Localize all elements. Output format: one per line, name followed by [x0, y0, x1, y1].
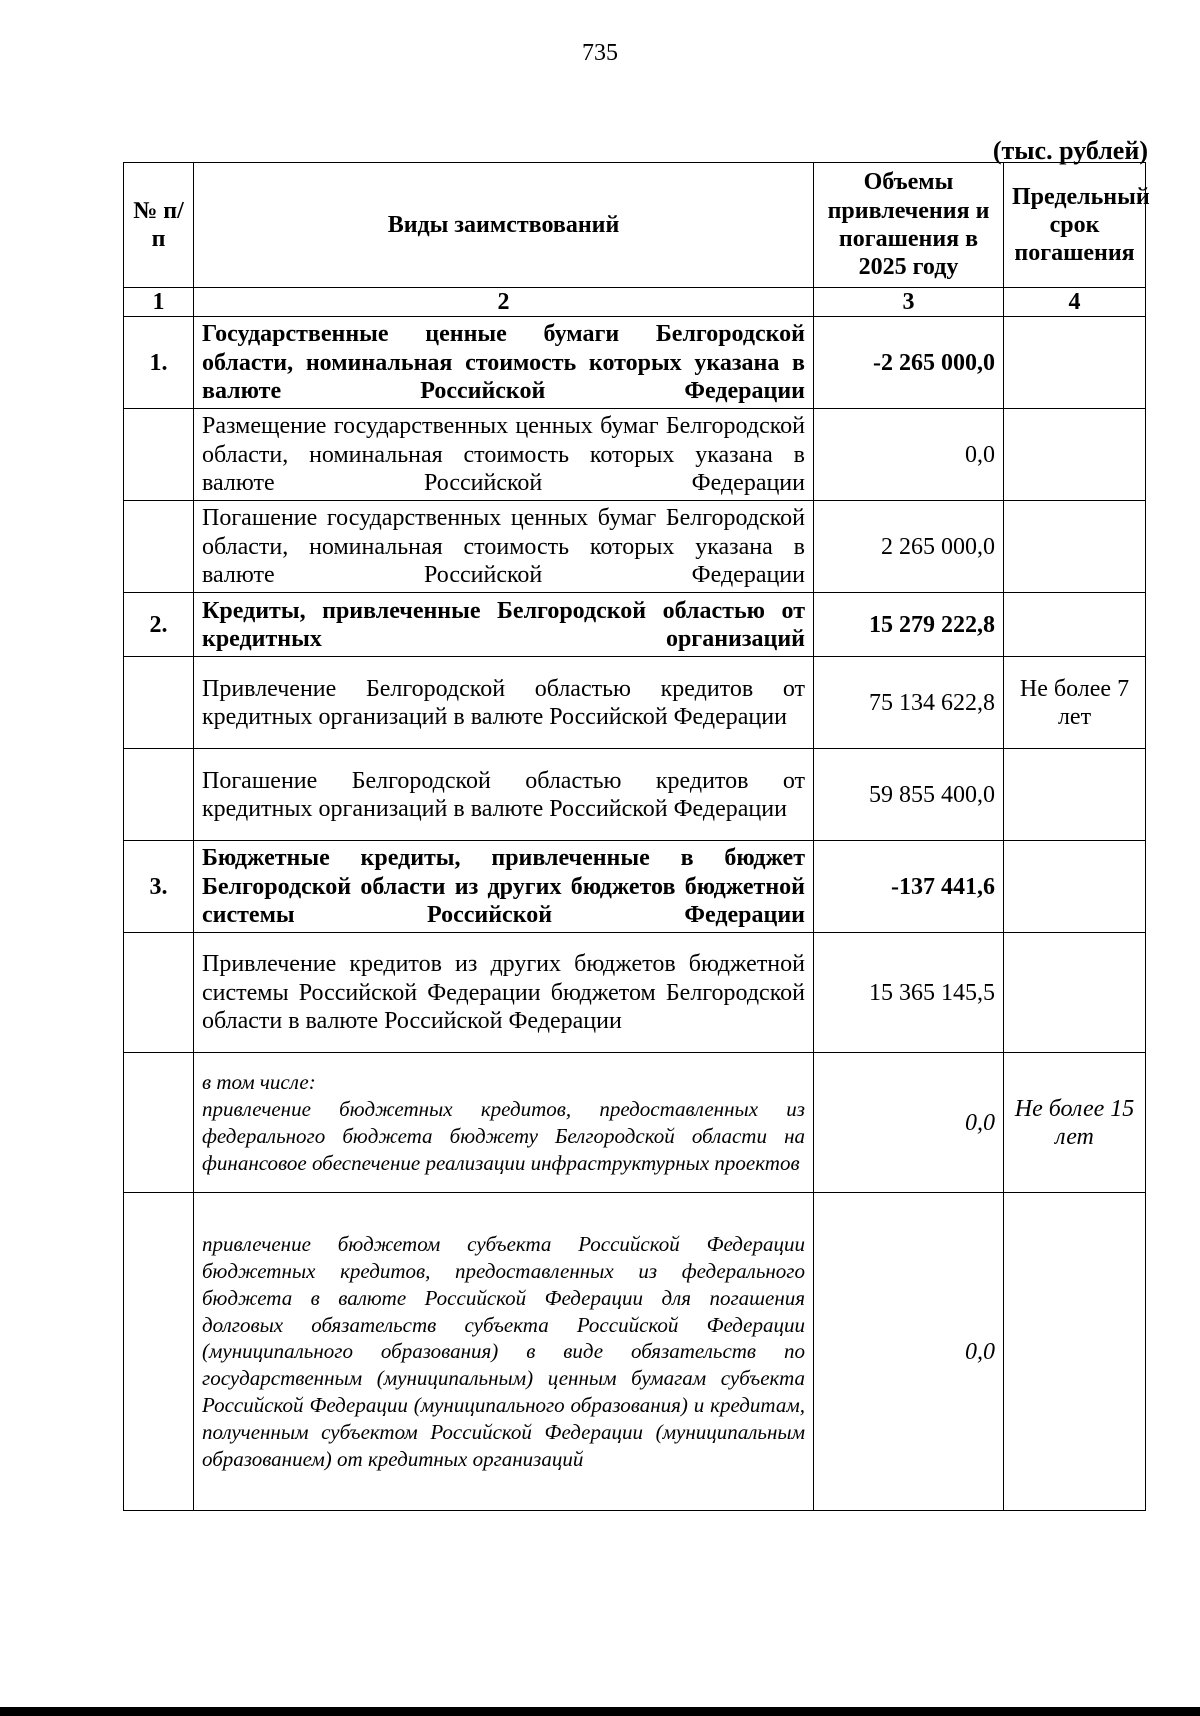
column-index: 4	[1004, 288, 1146, 317]
row-number	[124, 657, 194, 749]
table-row	[124, 657, 1146, 749]
borrowing-term: Не более 15 лет	[1004, 1053, 1146, 1193]
borrowing-term: Не более 7 лет	[1004, 657, 1146, 749]
borrowing-volume: -137 441,6	[814, 841, 1004, 933]
table-row	[124, 317, 1146, 409]
borrowing-volume: 75 134 622,8	[814, 657, 1004, 749]
borrowing-kind: Размещение государственных ценных бумаг Белгородской области, номинальная стоимость которых указана в валюте Российской Федерации	[194, 409, 814, 501]
row-number	[124, 501, 194, 593]
borrowing-term	[1004, 841, 1146, 933]
borrowing-volume: 0,0	[814, 1193, 1004, 1511]
borrowing-term	[1004, 501, 1146, 593]
borrowing-term	[1004, 749, 1146, 841]
row-number	[124, 933, 194, 1053]
row-number: 1.	[124, 317, 194, 409]
borrowing-term	[1004, 593, 1146, 657]
header-volume: Объемы привлечения и погашения в 2025 году	[814, 163, 1004, 288]
borrowing-kind: Бюджетные кредиты, привлеченные в бюджет Белгородской области из других бюджетов бюджетной системы Российской Федерации	[194, 841, 814, 933]
table-row	[124, 841, 1146, 933]
scan-edge-bar	[0, 1707, 1200, 1716]
borrowing-volume: 0,0	[814, 409, 1004, 501]
borrowing-term	[1004, 317, 1146, 409]
table-header-row	[124, 163, 1146, 288]
borrowing-kind: привлечение бюджетом субъекта Российской Федерации бюджетных кредитов, предоставленных из федерального бюджета в валюте Российской Федерации для погашения долговых обязательств субъекта Российской Федерации (муниципального образования) в виде обязательств по государственным (муниципальным) ценным бумагам субъекта Российской Федерации (муниципального образования) и кредитам, полученным субъектом Российской Федерации (муниципальным образованием) от кредитных организаций	[194, 1193, 814, 1511]
table-row	[124, 1053, 1146, 1193]
borrowing-kind: Привлечение Белгородской областью кредитов от кредитных организаций в валюте Российской Федерации	[194, 657, 814, 749]
borrowing-volume: 59 855 400,0	[814, 749, 1004, 841]
borrowing-volume: 0,0	[814, 1053, 1004, 1193]
borrowings-table	[123, 162, 1150, 1511]
table-row	[124, 1193, 1146, 1511]
units-label: (тыс. рублей)	[992, 136, 1148, 165]
column-index-row	[124, 288, 1146, 317]
borrowing-volume: 2 265 000,0	[814, 501, 1004, 593]
borrowing-term	[1004, 409, 1146, 501]
table-row	[124, 749, 1146, 841]
row-number	[124, 409, 194, 501]
table-row	[124, 409, 1146, 501]
header-kind: Виды заимствований	[194, 163, 814, 288]
including-prefix: в том числе:	[202, 1070, 316, 1095]
column-index: 2	[194, 288, 814, 317]
borrowing-term	[1004, 933, 1146, 1053]
borrowing-kind: Кредиты, привлеченные Белгородской областью от кредитных организаций	[194, 593, 814, 657]
row-number	[124, 1053, 194, 1193]
borrowing-kind: Привлечение кредитов из других бюджетов бюджетной системы Российской Федерации бюджетом Белгородской области в валюте Российской Федерации	[194, 933, 814, 1053]
borrowing-term	[1004, 1193, 1146, 1511]
page-number: 735	[582, 40, 618, 66]
row-number	[124, 1193, 194, 1511]
borrowing-kind: Государственные ценные бумаги Белгородской области, номинальная стоимость которых указана в валюте Российской Федерации	[194, 317, 814, 409]
borrowing-volume: -2 265 000,0	[814, 317, 1004, 409]
borrowing-volume: 15 365 145,5	[814, 933, 1004, 1053]
borrowing-kind: Погашение государственных ценных бумаг Белгородской области, номинальная стоимость которых указана в валюте Российской Федерации	[194, 501, 814, 593]
table-row	[124, 501, 1146, 593]
column-index: 3	[814, 288, 1004, 317]
borrowing-kind	[194, 1053, 814, 1193]
table-row	[124, 593, 1146, 657]
borrowing-kind: Погашение Белгородской областью кредитов от кредитных организаций в валюте Российской Федерации	[194, 749, 814, 841]
row-number: 3.	[124, 841, 194, 933]
header-term: Предельный срок погашения	[1004, 163, 1146, 288]
row-number	[124, 749, 194, 841]
table-row	[124, 933, 1146, 1053]
borrowing-volume: 15 279 222,8	[814, 593, 1004, 657]
borrowing-kind-text: привлечение бюджетных кредитов, предоставленных из федерального бюджета бюджету Белгородской области на финансовое обеспечение реализации инфраструктурных проектов	[202, 1096, 805, 1175]
column-index: 1	[124, 288, 194, 317]
header-num: № п/п	[124, 163, 194, 288]
row-number: 2.	[124, 593, 194, 657]
